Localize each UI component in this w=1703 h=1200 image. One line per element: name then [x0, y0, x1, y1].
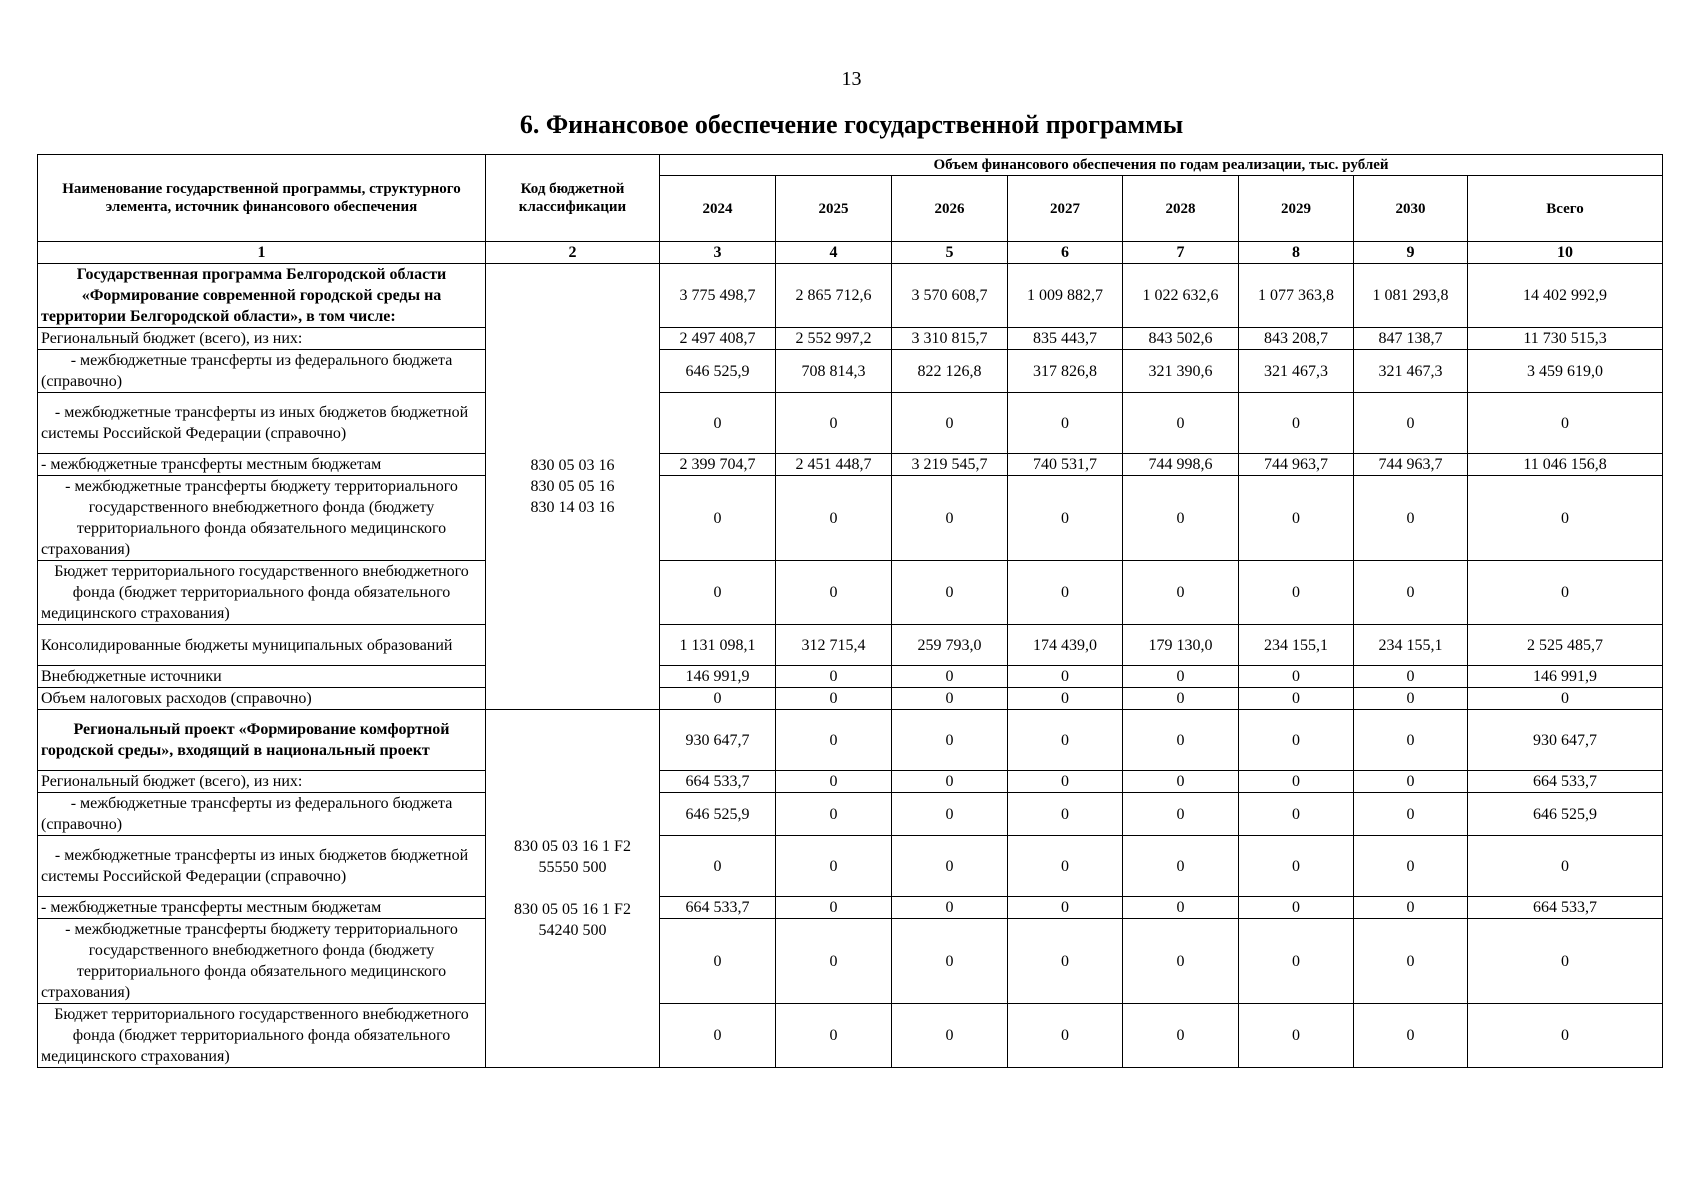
- value-cell: 2 399 704,7: [660, 454, 776, 476]
- value-cell: 0: [892, 897, 1008, 919]
- value-cell: 0: [892, 561, 1008, 625]
- value-cell: 822 126,8: [892, 350, 1008, 393]
- budget-code-cell: [486, 264, 660, 710]
- value-cell: 646 525,9: [660, 793, 776, 836]
- value-total: 11 046 156,8: [1468, 454, 1663, 476]
- value-cell: 0: [1354, 710, 1468, 771]
- value-cell: 0: [1354, 393, 1468, 454]
- row-name: Консолидированные бюджеты муниципальных образований: [38, 625, 486, 666]
- value-cell: 0: [1123, 771, 1239, 793]
- value-cell: 0: [776, 476, 892, 561]
- value-cell: 0: [1239, 561, 1354, 625]
- value-cell: 0: [1354, 1004, 1468, 1068]
- value-cell: 0: [776, 771, 892, 793]
- row-name: Внебюджетные источники: [38, 666, 486, 688]
- header-year: 2028: [1123, 176, 1239, 242]
- value-cell: 708 814,3: [776, 350, 892, 393]
- value-cell: 0: [776, 793, 892, 836]
- table-row: [38, 350, 1663, 393]
- value-cell: 0: [1008, 666, 1123, 688]
- table-row: [38, 710, 1663, 771]
- value-cell: 174 439,0: [1008, 625, 1123, 666]
- table-row: [38, 1004, 1663, 1068]
- table-row: [38, 561, 1663, 625]
- value-cell: 0: [1008, 710, 1123, 771]
- value-cell: 0: [1008, 688, 1123, 710]
- budget-code: 830 05 03 16 1 F2: [514, 838, 631, 855]
- header-year: 2027: [1008, 176, 1123, 242]
- value-cell: 0: [892, 688, 1008, 710]
- value-cell: 317 826,8: [1008, 350, 1123, 393]
- value-cell: 0: [1239, 710, 1354, 771]
- value-cell: 847 138,7: [1354, 328, 1468, 350]
- value-cell: 0: [1008, 476, 1123, 561]
- row-name: Региональный бюджет (всего), из них:: [38, 328, 486, 350]
- value-cell: 0: [1239, 793, 1354, 836]
- budget-code-cell: [486, 710, 660, 1068]
- value-cell: 234 155,1: [1239, 625, 1354, 666]
- value-cell: 0: [1008, 561, 1123, 625]
- value-cell: 0: [892, 919, 1008, 1004]
- column-number-row: [38, 242, 1663, 264]
- column-number: 8: [1239, 242, 1354, 264]
- value-cell: 744 963,7: [1239, 454, 1354, 476]
- budget-code: 830 05 05 16 1 F2: [514, 901, 631, 918]
- value-cell: 321 467,3: [1239, 350, 1354, 393]
- row-name: Региональный бюджет (всего), из них:: [38, 771, 486, 793]
- value-total: 14 402 992,9: [1468, 264, 1663, 328]
- value-cell: 1 077 363,8: [1239, 264, 1354, 328]
- value-cell: 2 497 408,7: [660, 328, 776, 350]
- value-cell: 0: [1008, 793, 1123, 836]
- value-cell: 0: [892, 1004, 1008, 1068]
- value-cell: 1 022 632,6: [1123, 264, 1239, 328]
- value-cell: 0: [776, 1004, 892, 1068]
- value-cell: 0: [1123, 836, 1239, 897]
- value-cell: 0: [660, 919, 776, 1004]
- value-cell: 0: [892, 771, 1008, 793]
- value-cell: 0: [776, 836, 892, 897]
- value-cell: 3 570 608,7: [892, 264, 1008, 328]
- value-cell: 0: [660, 836, 776, 897]
- column-number: 7: [1123, 242, 1239, 264]
- value-cell: 312 715,4: [776, 625, 892, 666]
- value-cell: 0: [1354, 688, 1468, 710]
- table-row: [38, 897, 1663, 919]
- value-cell: 0: [1354, 476, 1468, 561]
- value-cell: 0: [1008, 1004, 1123, 1068]
- value-cell: 0: [1239, 919, 1354, 1004]
- value-cell: 0: [1123, 561, 1239, 625]
- value-total: 930 647,7: [1468, 710, 1663, 771]
- value-cell: 0: [1354, 793, 1468, 836]
- value-cell: 0: [1123, 688, 1239, 710]
- value-cell: 0: [1239, 897, 1354, 919]
- value-cell: 0: [892, 836, 1008, 897]
- value-cell: 0: [660, 1004, 776, 1068]
- value-cell: 0: [1354, 897, 1468, 919]
- header-year: 2026: [892, 176, 1008, 242]
- page-title: 6. Финансовое обеспечение государственной программы: [519, 110, 1184, 139]
- value-cell: 0: [1239, 666, 1354, 688]
- value-cell: 0: [776, 561, 892, 625]
- value-cell: 0: [892, 393, 1008, 454]
- row-name: - межбюджетные трансферты местным бюджетам: [38, 897, 486, 919]
- column-number: 1: [38, 242, 486, 264]
- value-cell: 0: [1008, 919, 1123, 1004]
- value-cell: 179 130,0: [1123, 625, 1239, 666]
- value-cell: 0: [1123, 793, 1239, 836]
- value-cell: 0: [1008, 771, 1123, 793]
- value-cell: 0: [776, 666, 892, 688]
- value-total: 0: [1468, 919, 1663, 1004]
- value-cell: 1 081 293,8: [1354, 264, 1468, 328]
- value-total: 646 525,9: [1468, 793, 1663, 836]
- value-cell: 0: [892, 793, 1008, 836]
- financing-table: [37, 154, 1663, 1068]
- value-cell: 0: [1239, 771, 1354, 793]
- row-name: - межбюджетные трансферты из федерального бюджета (справочно): [38, 793, 486, 836]
- value-total: 146 991,9: [1468, 666, 1663, 688]
- value-cell: 0: [1123, 476, 1239, 561]
- value-total: 0: [1468, 836, 1663, 897]
- value-total: 0: [1468, 476, 1663, 561]
- header-row-top: [38, 155, 1663, 176]
- value-cell: 1 131 098,1: [660, 625, 776, 666]
- value-cell: 2 552 997,2: [776, 328, 892, 350]
- value-total: 3 459 619,0: [1468, 350, 1663, 393]
- value-cell: 2 451 448,7: [776, 454, 892, 476]
- row-name: - межбюджетные трансферты бюджету территориального государственного внебюджетного фонда (бюджету территориального фонда обязательного медицинского страхования): [38, 476, 486, 561]
- table-row: [38, 666, 1663, 688]
- value-cell: 646 525,9: [660, 350, 776, 393]
- row-name: - межбюджетные трансферты из федерального бюджета (справочно): [38, 350, 486, 393]
- value-cell: 843 208,7: [1239, 328, 1354, 350]
- value-cell: 0: [1008, 897, 1123, 919]
- value-cell: 0: [1008, 836, 1123, 897]
- value-cell: 0: [1239, 688, 1354, 710]
- value-cell: 664 533,7: [660, 897, 776, 919]
- table-row: [38, 919, 1663, 1004]
- value-cell: 3 219 545,7: [892, 454, 1008, 476]
- column-number: 10: [1468, 242, 1663, 264]
- value-cell: 259 793,0: [892, 625, 1008, 666]
- row-name: Бюджет территориального государственного внебюджетного фонда (бюджет территориального фонда обязательного медицинского страхования): [38, 1004, 486, 1068]
- column-number: 3: [660, 242, 776, 264]
- column-number: 9: [1354, 242, 1468, 264]
- header-year: 2030: [1354, 176, 1468, 242]
- value-cell: 0: [1239, 393, 1354, 454]
- value-total: 664 533,7: [1468, 897, 1663, 919]
- value-cell: 0: [892, 710, 1008, 771]
- value-cell: 321 467,3: [1354, 350, 1468, 393]
- value-cell: 0: [1354, 836, 1468, 897]
- value-cell: 0: [1123, 393, 1239, 454]
- table-row: [38, 328, 1663, 350]
- value-cell: 740 531,7: [1008, 454, 1123, 476]
- value-cell: 3 775 498,7: [660, 264, 776, 328]
- value-cell: 0: [1239, 836, 1354, 897]
- value-cell: 0: [660, 393, 776, 454]
- table-row: [38, 688, 1663, 710]
- value-total: 0: [1468, 688, 1663, 710]
- value-cell: 2 865 712,6: [776, 264, 892, 328]
- row-name: - межбюджетные трансферты бюджету территориального государственного внебюджетного фонда (бюджету территориального фонда обязательного медицинского страхования): [38, 919, 486, 1004]
- value-cell: 0: [1123, 666, 1239, 688]
- value-cell: 0: [1354, 561, 1468, 625]
- value-cell: 0: [1354, 666, 1468, 688]
- page-number: 13: [841, 68, 862, 90]
- value-cell: 0: [1354, 771, 1468, 793]
- column-number: 5: [892, 242, 1008, 264]
- row-name: Бюджет территориального государственного внебюджетного фонда (бюджет территориального фонда обязательного медицинского страхования): [38, 561, 486, 625]
- header-total: Всего: [1468, 176, 1663, 242]
- value-cell: 0: [776, 688, 892, 710]
- value-total: 11 730 515,3: [1468, 328, 1663, 350]
- value-cell: 843 502,6: [1123, 328, 1239, 350]
- value-cell: 0: [660, 688, 776, 710]
- budget-code: [489, 878, 656, 899]
- value-cell: 0: [776, 393, 892, 454]
- column-number: 4: [776, 242, 892, 264]
- value-cell: 664 533,7: [660, 771, 776, 793]
- value-total: 664 533,7: [1468, 771, 1663, 793]
- value-cell: 0: [1008, 393, 1123, 454]
- table-row: [38, 454, 1663, 476]
- row-name: Государственная программа Белгородской области «Формирование современной городской среды на территории Белгородской области», в том числе:: [38, 264, 486, 328]
- row-name: Объем налоговых расходов (справочно): [38, 688, 486, 710]
- value-cell: 835 443,7: [1008, 328, 1123, 350]
- column-number: 6: [1008, 242, 1123, 264]
- header-volume-group: Объем финансового обеспечения по годам реализации, тыс. рублей: [660, 155, 1663, 176]
- value-cell: 0: [660, 476, 776, 561]
- header-year: 2024: [660, 176, 776, 242]
- value-cell: 0: [776, 919, 892, 1004]
- value-cell: 0: [1123, 919, 1239, 1004]
- value-cell: 0: [776, 710, 892, 771]
- value-cell: 321 390,6: [1123, 350, 1239, 393]
- row-name: Региональный проект «Формирование комфортной городской среды», входящий в национальный проект: [38, 710, 486, 771]
- value-cell: 0: [1123, 710, 1239, 771]
- value-cell: 146 991,9: [660, 666, 776, 688]
- value-cell: 0: [776, 897, 892, 919]
- value-cell: 0: [660, 561, 776, 625]
- value-cell: 0: [892, 666, 1008, 688]
- table-row: [38, 625, 1663, 666]
- table-row: [38, 793, 1663, 836]
- header-name-col: Наименование государственной программы, структурного элемента, источник финансового обеспечения: [38, 155, 486, 242]
- column-number: 2: [486, 242, 660, 264]
- table-row: [38, 264, 1663, 328]
- header-code-col: Код бюджетной классификации: [486, 155, 660, 242]
- value-cell: 234 155,1: [1354, 625, 1468, 666]
- table-row: [38, 476, 1663, 561]
- value-cell: 744 963,7: [1354, 454, 1468, 476]
- value-cell: 930 647,7: [660, 710, 776, 771]
- budget-code: 830 05 03 16: [530, 457, 615, 474]
- row-name: - межбюджетные трансферты из иных бюджетов бюджетной системы Российской Федерации (справочно): [38, 393, 486, 454]
- value-cell: 0: [892, 476, 1008, 561]
- value-cell: 0: [1123, 1004, 1239, 1068]
- budget-code: 54240 500: [538, 922, 607, 939]
- value-total: 2 525 485,7: [1468, 625, 1663, 666]
- value-cell: 0: [1354, 919, 1468, 1004]
- value-cell: 1 009 882,7: [1008, 264, 1123, 328]
- value-cell: 0: [1239, 476, 1354, 561]
- value-total: 0: [1468, 561, 1663, 625]
- value-cell: 744 998,6: [1123, 454, 1239, 476]
- value-cell: 0: [1239, 1004, 1354, 1068]
- table-row: [38, 771, 1663, 793]
- value-cell: 3 310 815,7: [892, 328, 1008, 350]
- value-total: 0: [1468, 393, 1663, 454]
- value-cell: 0: [1123, 897, 1239, 919]
- value-total: 0: [1468, 1004, 1663, 1068]
- header-year: 2025: [776, 176, 892, 242]
- header-year: 2029: [1239, 176, 1354, 242]
- budget-code: 830 05 05 16: [530, 478, 615, 495]
- table-row: [38, 836, 1663, 897]
- row-name: - межбюджетные трансферты местным бюджетам: [38, 454, 486, 476]
- row-name: - межбюджетные трансферты из иных бюджетов бюджетной системы Российской Федерации (справочно): [38, 836, 486, 897]
- budget-code: 830 14 03 16: [530, 499, 615, 516]
- budget-code: 55550 500: [538, 859, 607, 876]
- table-row: [38, 393, 1663, 454]
